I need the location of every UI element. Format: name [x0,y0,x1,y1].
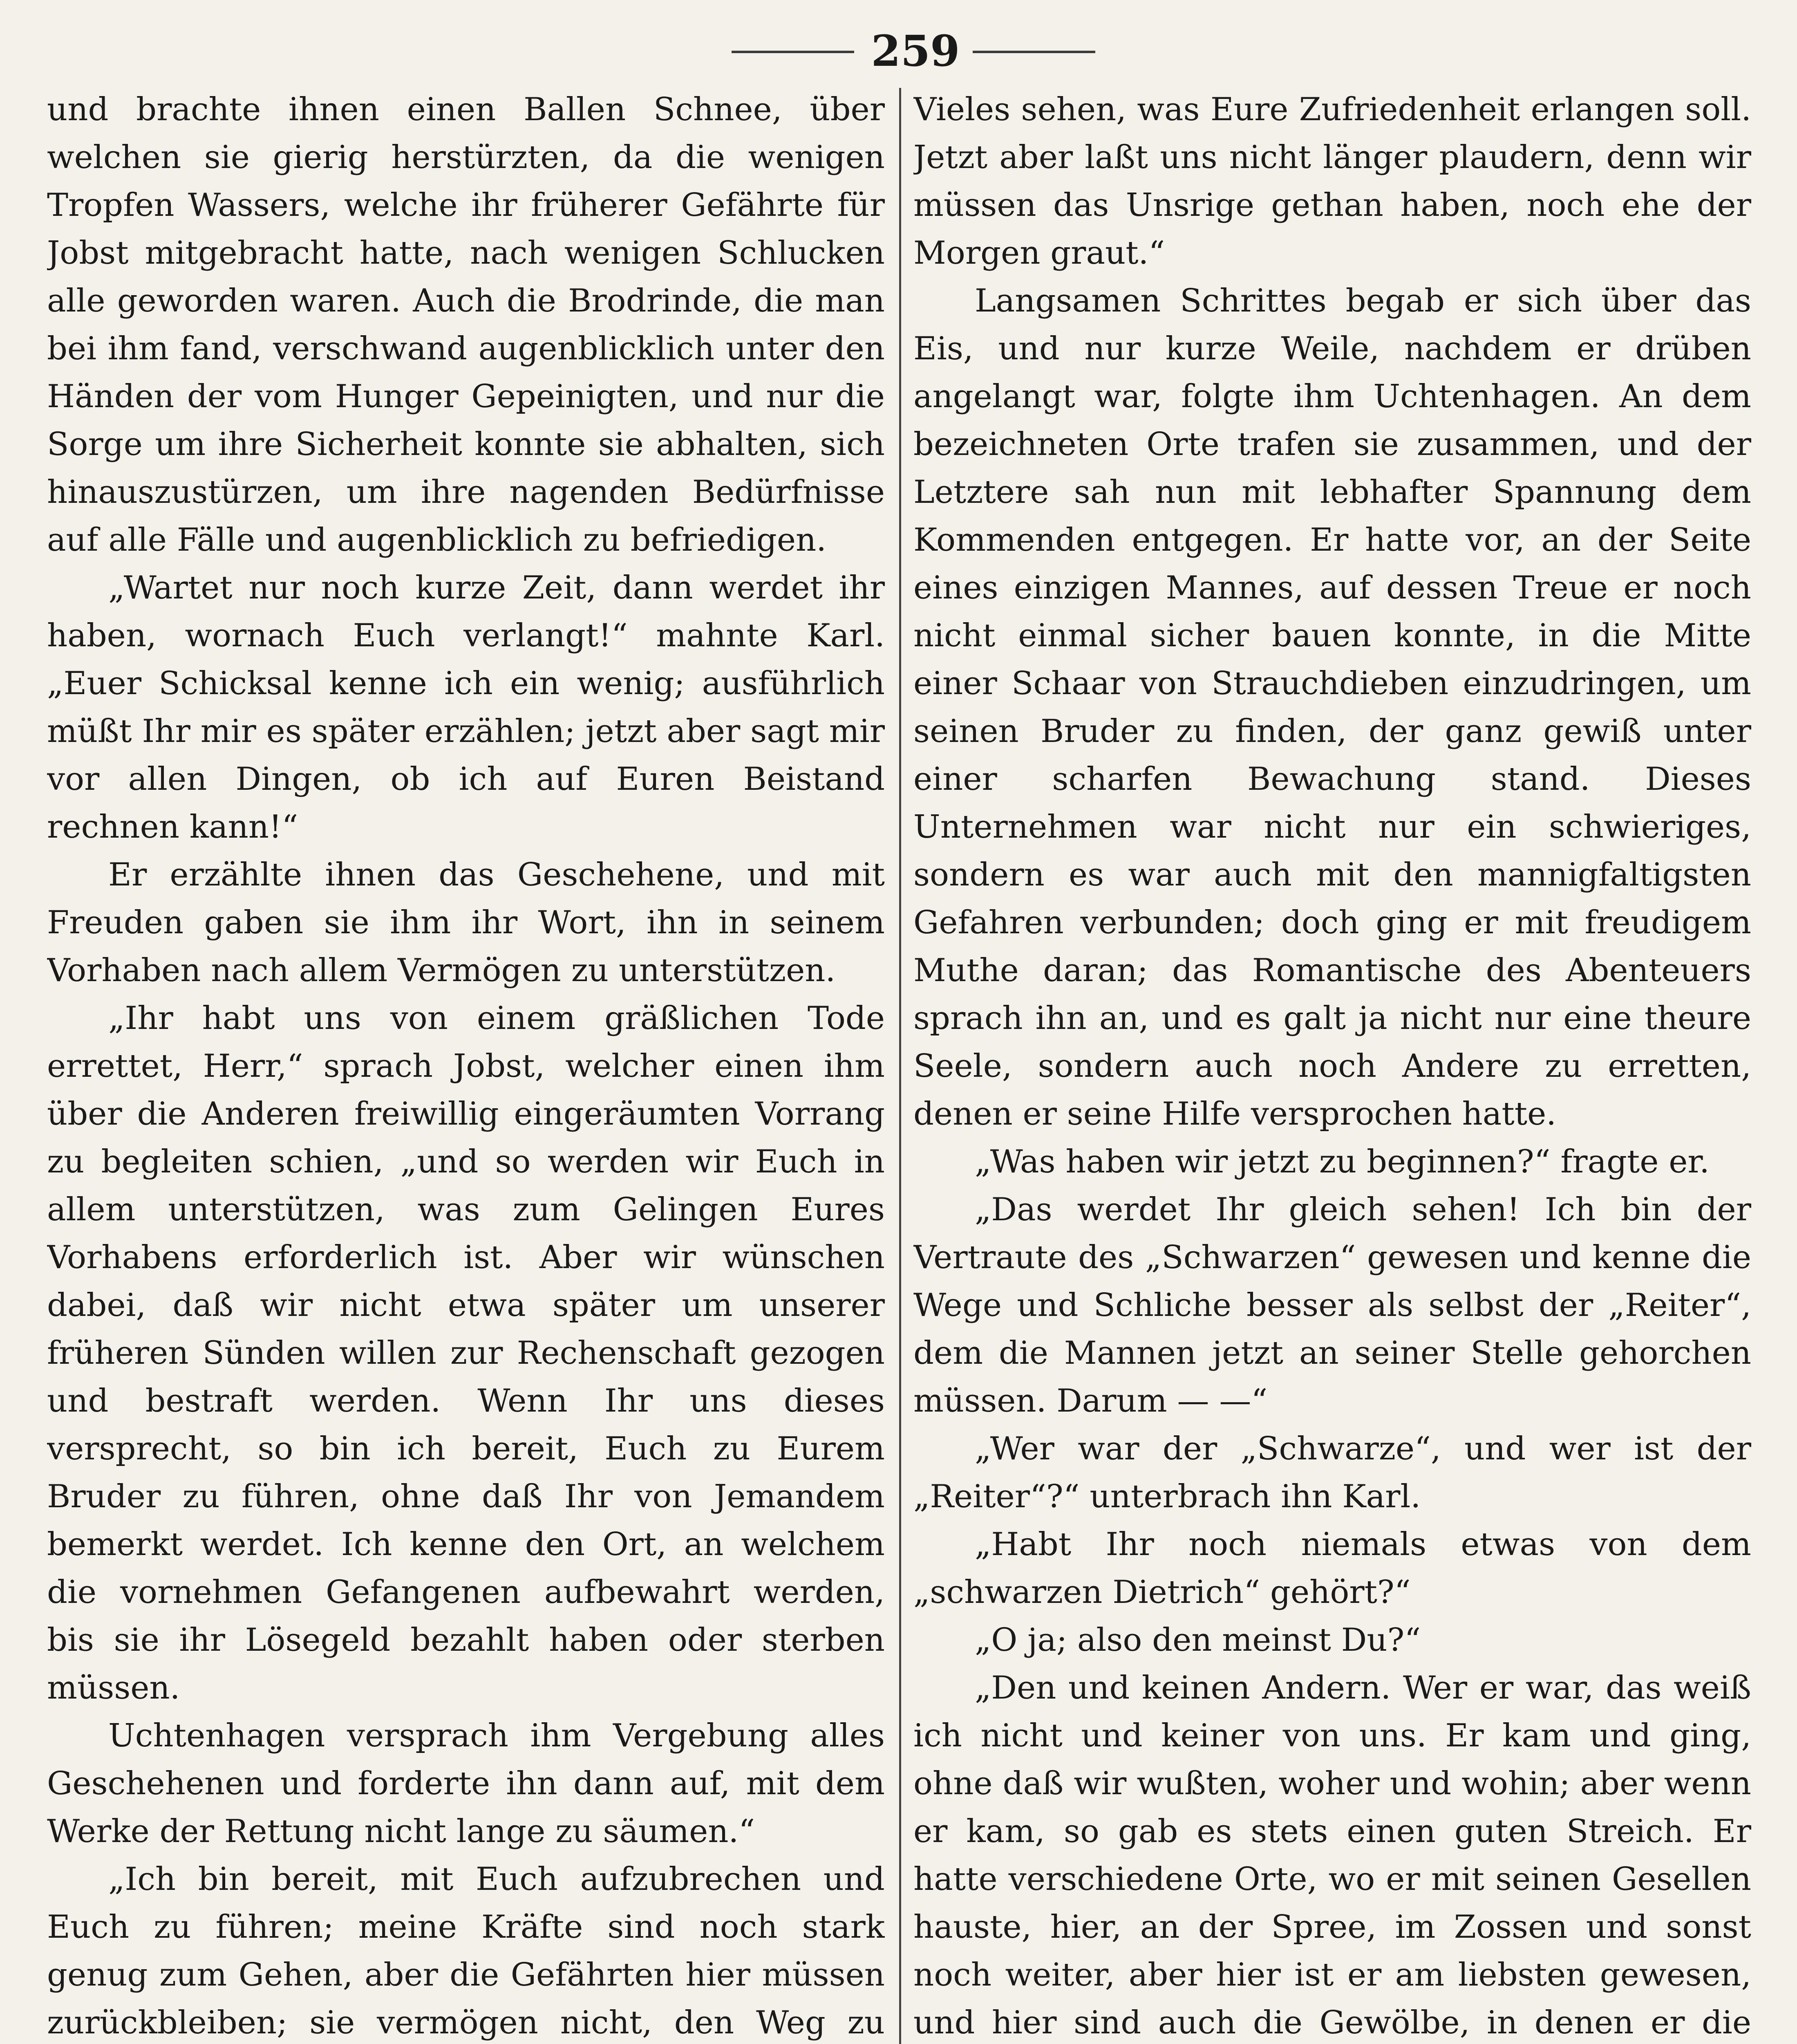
paragraph: „Den und keinen Andern. Wer er war, das weiß ich nicht und keiner von uns. Er kam und ging, ohne daß wir wußten, woher und wohin; aber wenn er kam, so gab es stets einen guten Streich. Er hatte verschiedene Orte, wo er mit seinen Gesellen hauste, hier, an der Spree, im Zossen und sonst noch weiter, aber hier ist er am liebsten gewesen, und hier sind auch die Gewölbe, in denen er die [913,1670,1751,2041]
paragraph: Vieles sehen, was Eure Zufriedenheit erlangen soll. Jetzt aber laßt uns nicht länger plaudern, denn wir müssen das Unsrige gethan haben, noch ehe der Morgen graut.“ [913,91,1751,271]
paragraph: Uchtenhagen versprach ihm Vergebung alles Geschehenen und forderte ihn dann auf, mit dem Werke der Rettung nicht lange zu säumen.“ [47,1717,885,1850]
paragraph: „Wartet nur noch kurze Zeit, dann werdet ihr haben, wornach Euch verlangt!“ mahnte Karl. „Euer Schicksal kenne ich ein wenig; ausführlich müßt Ihr mir es später erzählen; jetzt aber sagt mir vor allen Dingen, ob ich auf Euren Beistand rechnen kann!“ [47,569,885,845]
paragraph: „Was haben wir jetzt zu beginnen?“ fragte er. [975,1143,1710,1180]
paragraph: „Habt Ihr noch niemals etwas von dem „schwarzen Dietrich“ gehört?“ [913,1526,1751,1611]
paragraph: „Das werdet Ihr gleich sehen! Ich bin der Vertraute des „Schwarzen“ gewesen und kenne die Wege und Schliche besser als selbst der „Reiter“, dem die Mannen jetzt an seiner Stelle gehorchen müssen. Darum — —“ [913,1191,1751,1419]
paragraph: Langsamen Schrittes begab er sich über das Eis, und nur kurze Weile, nachdem er drüben angelangt war, folgte ihm Uchtenhagen. An dem bezeichneten Orte trafen sie zusammen, und der Letztere sah nun mit lebhafter Spannung dem Kommenden entgegen. Er hatte vor, an der Seite eines einzigen Mannes, auf dessen Treue er noch nicht einmal sicher bauen konnte, in die Mitte einer Schaar von Strauchdieben einzudringen, um seinen Bruder zu finden, der ganz gewiß unter einer scharfen Bewachung stand. Dieses Unternehmen war nicht nur ein schwieriges, sondern es war auch mit den mannigfaltigsten Gefahren verbunden; doch ging er mit freudigem Muthe daran; das Romantische des Abenteuers sprach ihn an, und es galt ja nicht nur eine theure Seele, sondern auch noch Andere zu erretten, denen er seine Hilfe versprochen hatte. [913,282,1751,1132]
header-rule-left [732,51,854,53]
paragraph: „Ich bin bereit, mit Euch aufzubrechen und Euch zu führen; meine Kräfte sind noch stark genug zum Gehen, aber die Gefährten hier müssen zurückbleiben; sie vermögen nicht, den Weg zu [47,1861,885,2041]
column-divider [899,88,901,2044]
header-rule-right [973,51,1095,53]
right-column [913,86,1751,2044]
left-column [47,86,885,2044]
page-header [0,25,1797,78]
paragraph: „Ihr habt uns von einem gräßlichen Tode errettet, Herr,“ sprach Jobst, welcher einen ihm über die Anderen freiwillig eingeräumten Vorrang zu begleiten schien, „und so werden wir Euch in allem unterstützen, was zum Gelingen Eures Vorhabens erforderlich ist. Aber wir wünschen dabei, daß wir nicht etwa später um unserer früheren Sünden willen zur Rechenschaft gezogen und bestraft werden. Wenn Ihr uns dieses versprecht, so bin ich bereit, Euch zu Eurem Bruder zu führen, ohne daß Ihr von Jemandem bemerkt werdet. Ich kenne den Ort, an welchem die vornehmen Gefangenen aufbewahrt werden, bis sie ihr Lösegeld bezahlt haben oder sterben müssen. [47,1000,885,1706]
page-number: 259 [871,26,960,76]
paragraph: „O ja; also den meinst Du?“ [975,1622,1421,1659]
paragraph: Er erzählte ihnen das Geschehene, und mit Freuden gaben sie ihm ihr Wort, ihn in seinem Vorhaben nach allem Vermögen zu unterstützen. [47,856,885,989]
paragraph: „Wer war der „Schwarze“, und wer ist der „Reiter“?“ unterbrach ihn Karl. [913,1430,1751,1515]
paragraph: und brachte ihnen einen Ballen Schnee, über welchen sie gierig herstürzten, da die wenigen Tropfen Wassers, welche ihr früherer Gefährte für Jobst mitgebracht hatte, nach wenigen Schlucken alle geworden waren. Auch die Brodrinde, die man bei ihm fand, verschwand augenblicklich unter den Händen der vom Hunger Gepeinigten, und nur die Sorge um ihre Sicherheit konnte sie abhalten, sich hinauszustürzen, um ihre nagenden Bedürfnisse auf alle Fälle und augenblicklich zu befriedigen. [47,91,885,558]
